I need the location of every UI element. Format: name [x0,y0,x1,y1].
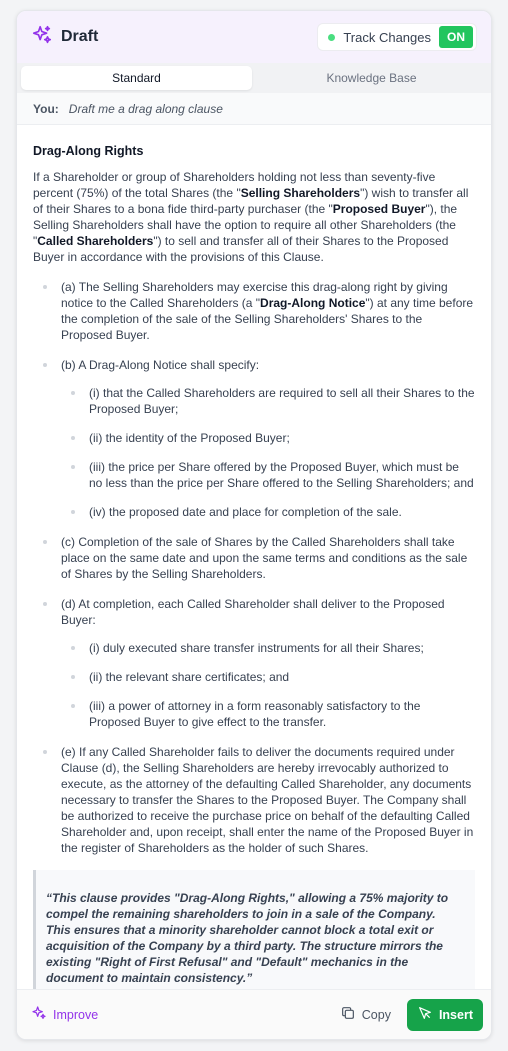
mode-tabs [17,63,491,93]
list-item: (ii) the relevant share certificates; and [61,669,475,685]
explanation-note: “This clause provides "Drag-Along Rights," allowing a 75% majority to compel the remaining shareholders to join in a sale of the Company. This ensures that a minority shareholder cannot block a total exit or acquisition of the Company by a third party. The structure mirrors the existing "Right of First Refusal" and "Default" mechanics in the document to maintain consistency.” [33,870,475,994]
clause-title: Drag-Along Rights [33,144,144,158]
list-item: (iv) the proposed date and place for completion of the sale. [61,504,475,520]
footer-actions [336,999,483,1031]
improve-label: Improve [53,1007,99,1022]
list-item: (ii) the identity of the Proposed Buyer; [61,430,475,446]
insert-label: Insert [438,1007,473,1022]
list-item: (iii) a power of attorney in a form reasonably satisfactory to the Proposed Buyer to give effect to the transfer. [61,698,475,730]
panel-title: Draft [61,28,99,45]
user-prompt [17,93,491,125]
track-changes-control[interactable] [317,23,477,51]
track-changes-toggle[interactable]: ON [439,26,473,48]
clause-item-d-sublist [61,640,475,730]
clause-item-d: (d) At completion, each Called Shareholder shall deliver to the Proposed Buyer: (i) duly executed share transfer instruments for all their Shares; (ii) the relevant share certificates; and (iii) a power of attorney in a form reasonably satisfactory to the Proposed Buyer to give effect to the transfer. [33,596,475,730]
insert-button[interactable] [407,999,483,1031]
list-item: (i) that the Called Shareholders are required to sell all their Shares to the Proposed Buyer; [61,385,475,417]
list-item: (i) duly executed share transfer instruments for all their Shares; [61,640,475,656]
tab-knowledge-base[interactable]: Knowledge Base [326,71,417,85]
list-item: (iii) the price per Share offered by the Proposed Buyer, which must be no less than the price per Share offered to the Selling Shareholders; and [61,459,475,491]
status-dot-icon [328,34,335,41]
clause-intro: If a Shareholder or group of Shareholders holding not less than seventy-five percent (75%) of the total Shares (the "Selling Shareholders") wish to transfer all of their Shares to a bona fide third-party purchaser (the "Proposed Buyer"), the Selling Shareholders shall have the option to require all other Shareholders (the "Called Shareholders") to sell and transfer all of their Shares to the Proposed Buyer in accordance with the provisions of this Clause. [33,170,469,264]
copy-label: Copy [361,1007,391,1022]
track-changes-label: Track Changes [343,29,431,45]
prompt-speaker: You: [33,101,59,116]
cursor-pointer-icon [417,1005,433,1024]
clause-item-a: (a) The Selling Shareholders may exercise this drag-along right by giving notice to the Called Shareholders (a "Drag-Along Notice") at any time before the completion of the sale of the Selling Shareholders' Shares to the Proposed Buyer. [33,279,475,343]
action-footer [17,989,491,1039]
panel-header [17,11,491,63]
sparkles-icon [31,1005,47,1024]
clause-item-e: (e) If any Called Shareholder fails to deliver the documents required under Clause (d), the Selling Shareholders are hereby irrevocably authorized to execute, as the attorney of the defaulting Called Shareholder, any documents necessary to transfer the Shares to the Proposed Buyer. The Company shall be authorized to receive the purchase price on behalf of the defaulting Called Shareholder and, upon receipt, shall enter the name of the Proposed Buyer in the register of Shareholders as the holder of such Shares. [33,744,475,856]
clause-list [33,279,475,856]
sparkles-icon [31,24,53,51]
prompt-text: Draft me a drag along clause [68,101,223,116]
clause-item-b: (b) A Drag-Along Notice shall specify: (i) that the Called Shareholders are required to sell all their Shares to the Proposed Buyer; (ii) the identity of the Proposed Buyer; (iii) the price per Share offered by the Proposed Buyer, which must be no less than the price per Share offered to the Selling Shareholders; and (iv) the proposed date and place for completion of the sale. [33,357,475,520]
tab-standard[interactable]: Standard [21,66,252,90]
copy-button[interactable] [336,999,395,1030]
draft-content [17,125,491,994]
copy-icon [340,1005,356,1024]
improve-button[interactable] [31,1005,98,1024]
draft-panel [16,10,492,1040]
clause-item-c: (c) Completion of the sale of Shares by the Called Shareholders shall take place on the same date and upon the same terms and conditions as the sale of Shares by the Selling Shareholders. [33,534,475,582]
brand [31,24,98,51]
clause-item-b-sublist [61,385,475,520]
